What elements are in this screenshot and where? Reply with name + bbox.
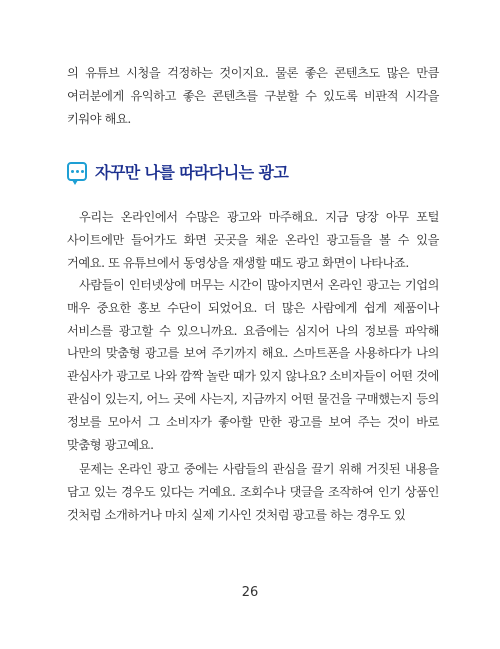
- page-number: 26: [241, 585, 259, 600]
- speech-bubble-icon: [67, 162, 87, 181]
- paragraph-1: 우리는 온라인에서 수많은 광고와 마주해요. 지금 당장 아무 포털 사이트에만 들어가도 화면 곳곳을 채운 온라인 광고들을 볼 수 있을 거예요. 또 유튜브에서 동영상을 재생할 때도 광고 화면이 나타나죠.: [67, 210, 439, 270]
- paragraph-continued: 의 유튜브 시청을 걱정하는 것이지요. 물론 좋은 콘텐츠도 많은 만큼 여러분에게 유익하고 좋은 콘텐츠를 구분할 수 있도록 비판적 시각을 키워야 해요.: [67, 66, 439, 126]
- paragraph-3: 문제는 온라인 광고 중에는 사람들의 관심을 끌기 위해 거짓된 내용을 담고 있는 경우도 있다는 거예요. 조회수나 댓글을 조작하여 인기 상품인 것처럼 소개하거나 마치 실제 기사인 것처럼 광고를 하는 경우도 있: [67, 462, 439, 522]
- section-title: 자꾸만 나를 따라다니는 광고: [95, 163, 289, 182]
- section-heading: [67, 160, 288, 183]
- paragraph-2: 사람들이 인터넷상에 머무는 시간이 많아지면서 온라인 광고는 기업의 매우 중요한 홍보 수단이 되었어요. 더 많은 사람에게 쉽게 제품이나 서비스를 광고할 수 있으니까요. 요즘에는 심지어 나의 정보를 파악해 나만의 맞춤형 광고를 보여 주기까지 해요. 스마트폰을 사용하다가 나의 관심사가 광고로 나와 깜짝 놀란 때가 있지 않나요? 소비자들이 어떤 것에 관심이 있는지, 어느 곳에 사는지, 지금까지 어떤 물건을 구매했는지 등의 정보를 모아서 그 소비자가 좋아할 만한 광고를 보여 주는 것이 바로 맞춤형 광고예요.: [67, 278, 439, 452]
